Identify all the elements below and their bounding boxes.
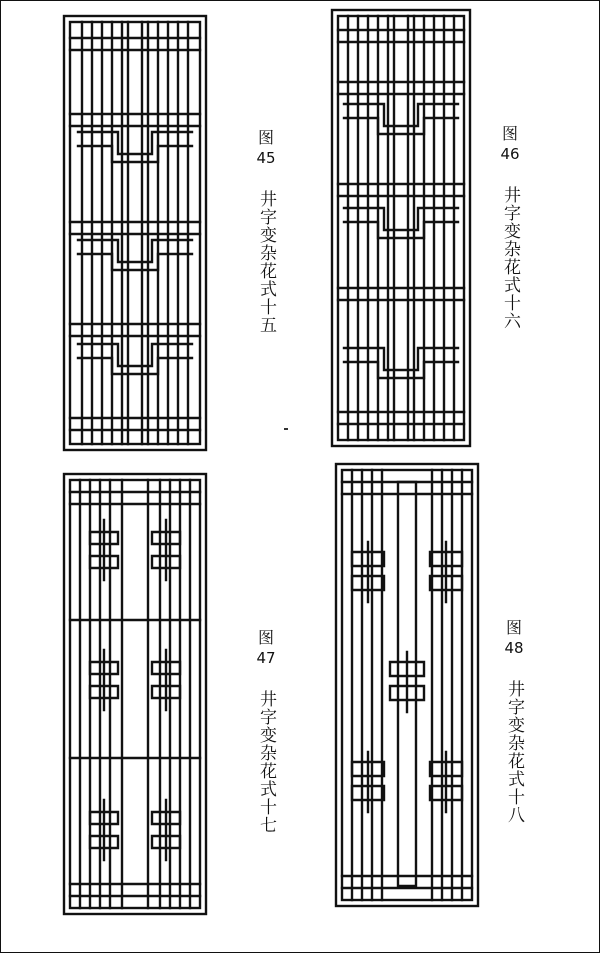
caption-45 [256, 128, 276, 334]
figure-word-45: 图 [257, 128, 274, 147]
lattice-drawing-48 [334, 462, 480, 908]
lattice-pattern-47 [64, 474, 206, 914]
lattice-panel-47 [62, 472, 208, 916]
figure-number-47: 47 [256, 649, 276, 667]
figure-title-45: 井字变杂花式十五 [256, 190, 276, 334]
lattice-pattern-48 [336, 464, 478, 906]
figure-word-47: 图 [257, 628, 274, 647]
figure-word-46: 图 [501, 124, 518, 143]
figure-title-47: 井字变杂花式十七 [256, 690, 276, 834]
lattice-pattern-45 [64, 16, 206, 450]
lattice-panel-45 [62, 14, 208, 452]
lattice-drawing-46 [330, 8, 472, 448]
lattice-drawing-45 [62, 14, 208, 452]
figure-number-48: 48 [504, 639, 524, 657]
lattice-drawing-47 [62, 472, 208, 916]
caption-47 [256, 628, 276, 834]
figure-number-46: 46 [500, 145, 520, 163]
figure-title-46: 井字变杂花式十六 [500, 186, 520, 330]
caption-48 [504, 618, 524, 824]
caption-46 [500, 124, 520, 330]
scan-speck [284, 428, 288, 430]
lattice-panel-48 [334, 462, 480, 908]
figure-number-45: 45 [256, 149, 276, 167]
figure-title-48: 井字变杂花式十八 [504, 680, 524, 824]
figure-word-48: 图 [505, 618, 522, 637]
lattice-pattern-46 [332, 10, 470, 446]
lattice-panel-46 [330, 8, 472, 448]
